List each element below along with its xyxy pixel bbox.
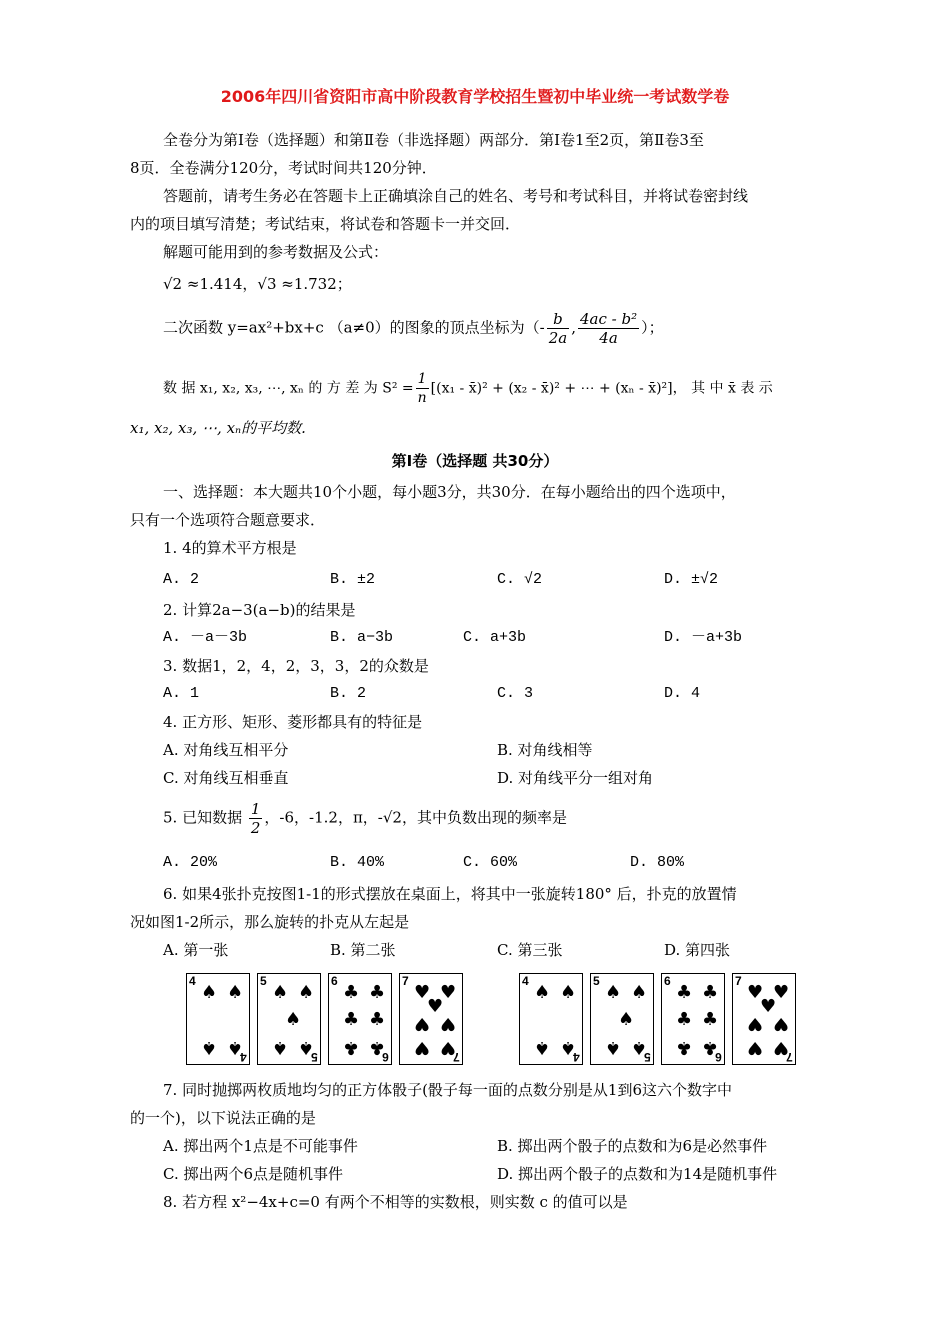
- question-5-option-c: C. 60%: [463, 854, 518, 871]
- question-1-option-a: A. 2: [163, 571, 200, 588]
- variance-tail: x₁, x₂, x₃, ⋯, xₙ的平均数.: [130, 419, 306, 437]
- club-icon: ♣: [343, 1037, 360, 1058]
- club-icon: ♣: [676, 1037, 693, 1058]
- playing-card: [328, 973, 392, 1065]
- spade-icon: ♠: [605, 982, 622, 1003]
- question-2-option-c: C. a+3b: [463, 629, 527, 646]
- intro-paragraph-3: 解题可能用到的参考数据及公式：: [163, 243, 389, 261]
- question-5-option-d: D. 80%: [630, 854, 685, 871]
- heart-icon: ♥: [747, 1013, 764, 1034]
- instructions-line-b: 只有一个选项符合题意要求．: [130, 511, 326, 529]
- fraction-numerator: b: [547, 310, 570, 329]
- variance-prefix: 数 据 x₁, x₂, x₃, ⋯, xₙ 的 方 差 为 S² =: [163, 380, 414, 397]
- heart-icon: ♥: [773, 1037, 790, 1058]
- fraction-denominator: 4a: [599, 329, 618, 347]
- intro-paragraph-1b: 8页．全卷满分120分，考试时间共120分钟．: [130, 159, 437, 177]
- spade-icon: ♠: [298, 1037, 315, 1058]
- playing-card: [257, 973, 321, 1065]
- heart-icon: ♥: [414, 1013, 431, 1034]
- question-7-stem-a: 7. 同时抛掷两枚质地均匀的正方体骰子(骰子每一面的点数分别是从1到6这六个数字中: [163, 1081, 733, 1099]
- question-2-stem: 2. 计算2a−3(a−b)的结果是: [163, 601, 356, 619]
- question-4-stem: 4. 正方形、矩形、菱形都具有的特征是: [163, 713, 423, 731]
- vertex-x-fraction: [547, 310, 570, 347]
- section-heading: 第Ⅰ卷（选择题 共30分）: [391, 452, 559, 470]
- spade-icon: ♠: [631, 982, 648, 1003]
- spade-icon: ♠: [201, 1037, 218, 1058]
- club-icon: ♣: [676, 1009, 693, 1030]
- heart-icon: ♥: [427, 996, 444, 1017]
- question-2-option-a: A. －a－3b: [163, 629, 248, 646]
- club-icon: ♣: [702, 1009, 719, 1030]
- card-rank: 5: [260, 974, 267, 988]
- question-4-option-c: C. 对角线互相垂直: [163, 769, 289, 787]
- heart-icon: ♥: [760, 996, 777, 1017]
- variance-formula: [163, 370, 773, 407]
- card-rank: 4: [240, 1050, 247, 1064]
- heart-icon: ♥: [747, 1037, 764, 1058]
- playing-card: [590, 973, 654, 1065]
- fraction-numerator: 1: [250, 800, 261, 818]
- question-3-option-d: D. 4: [664, 685, 701, 702]
- variance-fraction: [416, 370, 429, 407]
- question-5-stem: [163, 800, 567, 837]
- heart-icon: ♥: [414, 982, 431, 1003]
- spade-icon: ♠: [534, 1037, 551, 1058]
- card-rank: 6: [664, 974, 671, 988]
- spade-icon: ♠: [560, 982, 577, 1003]
- question-1-option-b: B. ±2: [330, 571, 376, 588]
- card-rank: 7: [453, 1050, 460, 1064]
- card-rank: 6: [331, 974, 338, 988]
- card-rank: 7: [402, 974, 409, 988]
- card-rank: 6: [382, 1050, 389, 1064]
- spade-icon: ♠: [560, 1037, 577, 1058]
- question-7-option-d: D. 掷出两个骰子的点数和为14是随机事件: [497, 1165, 778, 1183]
- spade-icon: ♠: [298, 982, 315, 1003]
- fraction-denominator: n: [417, 390, 427, 406]
- spade-icon: ♠: [227, 1037, 244, 1058]
- vertex-prefix: 二次函数 y=ax²+bx+c （a≠0）的图象的顶点坐标为（-: [163, 318, 545, 337]
- playing-card: [399, 973, 463, 1065]
- heart-icon: ♥: [773, 1013, 790, 1034]
- question-7-option-a: A. 掷出两个1点是不可能事件: [163, 1137, 358, 1155]
- heart-icon: ♥: [440, 1013, 457, 1034]
- question-5-suffix: ，-6，-1.2，π，-√2，其中负数出现的频率是: [264, 808, 567, 827]
- reference-sqrt-values: √2 ≈1.414，√3 ≈1.732；: [163, 275, 352, 293]
- question-1-option-d: D. ±√2: [664, 571, 719, 588]
- question-7-option-b: B. 掷出两个骰子的点数和为6是必然事件: [497, 1137, 768, 1155]
- question-6-stem-a: 6. 如果4张扑克按图1-1的形式摆放在桌面上，将其中一张旋转180° 后，扑克的放置情: [163, 885, 737, 903]
- playing-card: [732, 973, 796, 1065]
- card-rank: 6: [715, 1050, 722, 1064]
- question-4-option-b: B. 对角线相等: [497, 741, 593, 759]
- question-5-fraction: [249, 800, 263, 837]
- question-6-stem-b: 况如图1-2所示，那么旋转的扑克从左起是: [130, 913, 410, 931]
- question-2-option-b: B. a−3b: [330, 629, 394, 646]
- question-5-prefix: 5. 已知数据: [163, 808, 247, 827]
- question-6-option-a: A. 第一张: [163, 941, 229, 959]
- spade-icon: ♠: [631, 1037, 648, 1058]
- heart-icon: ♥: [414, 1037, 431, 1058]
- card-rank: 4: [189, 974, 196, 988]
- club-icon: ♣: [702, 982, 719, 1003]
- vertex-formula: 二次函数 y=ax²+bx+c （a≠0）的图象的顶点坐标为（- $\frac{b}{2a}$ , $\frac{\text{4ac - b²}}{4a}$ ）；: [163, 310, 664, 347]
- question-5-option-a: A. 20%: [163, 854, 218, 871]
- club-icon: ♣: [676, 982, 693, 1003]
- question-3-stem: 3. 数据1，2，4，2，3，3，2的众数是: [163, 657, 429, 675]
- card-rank: 5: [311, 1050, 318, 1064]
- intro-paragraph-2a: 答题前，请考生务必在答题卡上正确填涂自己的姓名、考号和考试科目，并将试卷密封线: [163, 187, 749, 205]
- card-rank: 5: [644, 1050, 651, 1064]
- question-1-stem: 1. 4的算术平方根是: [163, 539, 297, 557]
- playing-card: [186, 973, 250, 1065]
- card-rank: 5: [593, 974, 600, 988]
- question-6-option-c: C. 第三张: [497, 941, 563, 959]
- question-2-option-d: D. －a+3b: [664, 629, 743, 646]
- club-icon: ♣: [702, 1037, 719, 1058]
- club-icon: ♣: [343, 1009, 360, 1030]
- question-4-option-a: A. 对角线互相平分: [163, 741, 289, 759]
- exam-title: 2006年四川省资阳市高中阶段教育学校招生暨初中毕业统一考试数学卷: [220, 87, 730, 106]
- heart-icon: ♥: [747, 982, 764, 1003]
- intro-paragraph-1a: 全卷分为第Ⅰ卷（选择题）和第Ⅱ卷（非选择题）两部分．第Ⅰ卷1至2页，第Ⅱ卷3至: [163, 131, 704, 149]
- spade-icon: ♠: [605, 1037, 622, 1058]
- heart-icon: ♥: [440, 982, 457, 1003]
- spade-icon: ♠: [272, 1037, 289, 1058]
- question-7-option-c: C. 掷出两个6点是随机事件: [163, 1165, 344, 1183]
- question-1-option-c: C. √2: [497, 571, 543, 588]
- question-4-option-d: D. 对角线平分一组对角: [497, 769, 654, 787]
- playing-card: [661, 973, 725, 1065]
- question-6-option-b: B. 第二张: [330, 941, 396, 959]
- spade-icon: ♠: [227, 982, 244, 1003]
- fraction-denominator: 2a: [548, 329, 568, 347]
- spade-icon: ♠: [285, 1009, 302, 1030]
- question-5-option-b: B. 40%: [330, 854, 385, 871]
- vertex-y-fraction: [578, 310, 639, 347]
- question-3-option-a: A. 1: [163, 685, 200, 702]
- question-3-option-b: B. 2: [330, 685, 367, 702]
- vertex-suffix: ）；: [641, 318, 664, 337]
- card-rank: 7: [735, 974, 742, 988]
- variance-body: [(x₁ - x̄)² + (x₂ - x̄)² + ⋯ + (xₙ - x̄)²]， 其 中 x̄ 表 示: [430, 380, 773, 397]
- spade-icon: ♠: [618, 1009, 635, 1030]
- question-8-stem: 8. 若方程 x²−4x+c=0 有两个不相等的实数根，则实数 c 的值可以是: [163, 1193, 628, 1211]
- spade-icon: ♠: [201, 982, 218, 1003]
- question-6-option-d: D. 第四张: [664, 941, 731, 959]
- card-rank: 4: [522, 974, 529, 988]
- club-icon: ♣: [369, 1009, 386, 1030]
- playing-card: [519, 973, 583, 1065]
- club-icon: ♣: [343, 982, 360, 1003]
- heart-icon: ♥: [773, 982, 790, 1003]
- club-icon: ♣: [369, 1037, 386, 1058]
- intro-paragraph-2b: 内的项目填写清楚；考试结束，将试卷和答题卡一并交回．: [130, 215, 521, 233]
- card-rank: 7: [786, 1050, 793, 1064]
- spade-icon: ♠: [534, 982, 551, 1003]
- instructions-line-a: 一、选择题：本大题共10个小题，每小题3分，共30分．在每小题给出的四个选项中，: [163, 483, 736, 501]
- spade-icon: ♠: [272, 982, 289, 1003]
- card-rank: 4: [573, 1050, 580, 1064]
- fraction-numerator: 1: [416, 370, 429, 389]
- question-7-stem-b: 的一个)，以下说法正确的是: [130, 1109, 316, 1127]
- fraction-numerator: 4ac - b²: [580, 310, 638, 328]
- question-3-option-c: C. 3: [497, 685, 534, 702]
- fraction-denominator: 2: [250, 819, 261, 837]
- club-icon: ♣: [369, 982, 386, 1003]
- heart-icon: ♥: [440, 1037, 457, 1058]
